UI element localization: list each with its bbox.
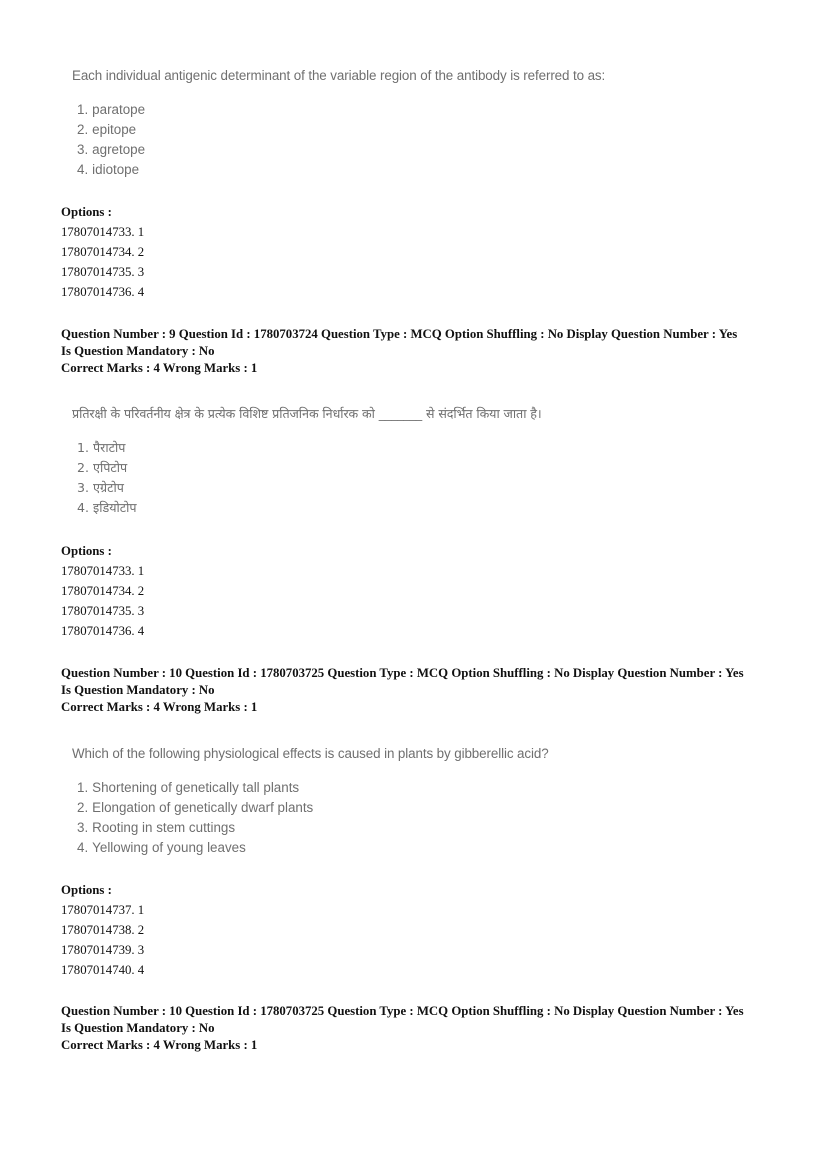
choice-item: 4. idiotope	[77, 162, 140, 177]
options-section	[61, 880, 144, 980]
question-mandatory: Is Question Mandatory : No	[61, 683, 215, 697]
choice-item: 4. इडियोटोप	[77, 500, 137, 515]
question-choices	[77, 778, 313, 858]
options-section	[61, 541, 144, 641]
question-marks: Correct Marks : 4 Wrong Marks : 1	[61, 700, 258, 714]
question-mandatory: Is Question Mandatory : No	[61, 344, 215, 358]
option-item: 17807014736. 4	[61, 624, 145, 638]
option-item: 17807014733. 1	[61, 564, 145, 578]
question-choices	[77, 100, 145, 180]
options-label: Options :	[61, 883, 112, 897]
question-mandatory: Is Question Mandatory : No	[61, 1021, 215, 1035]
options-label: Options :	[61, 544, 112, 558]
option-item: 17807014737. 1	[61, 903, 145, 917]
question-header	[61, 1003, 744, 1054]
question-choices	[77, 438, 137, 518]
option-item: 17807014734. 2	[61, 245, 145, 259]
question-meta: Question Number : 10 Question Id : 1780703725 Question Type : MCQ Option Shuffling : No Display Question Number : Yes	[61, 666, 744, 680]
options-section	[61, 202, 144, 302]
option-item: 17807014733. 1	[61, 225, 145, 239]
question-header	[61, 326, 737, 377]
question-text: प्रतिरक्षी के परिवर्तनीय क्षेत्र के प्रत्येक विशिष्ट प्रतिजनिक निर्धारक को _______ से संदर्भित किया जाता है।	[72, 406, 542, 421]
question-meta: Question Number : 10 Question Id : 1780703725 Question Type : MCQ Option Shuffling : No Display Question Number : Yes	[61, 1004, 744, 1018]
choice-item: 1. Shortening of genetically tall plants	[77, 780, 300, 795]
question-header	[61, 665, 744, 716]
question-marks: Correct Marks : 4 Wrong Marks : 1	[61, 1038, 258, 1052]
option-item: 17807014735. 3	[61, 265, 145, 279]
question-marks: Correct Marks : 4 Wrong Marks : 1	[61, 361, 258, 375]
option-item: 17807014736. 4	[61, 285, 145, 299]
question-text: Which of the following physiological effects is caused in plants by gibberellic acid?	[72, 746, 549, 761]
choice-item: 4. Yellowing of young leaves	[77, 840, 246, 855]
choice-item: 3. agretope	[77, 142, 146, 157]
choice-item: 1. पैराटोप	[77, 440, 126, 455]
option-item: 17807014738. 2	[61, 923, 145, 937]
question-meta: Question Number : 9 Question Id : 1780703724 Question Type : MCQ Option Shuffling : No Display Question Number : Yes	[61, 327, 738, 341]
choice-item: 1. paratope	[77, 102, 146, 117]
choice-item: 3. एग्रेटोप	[77, 480, 124, 495]
option-item: 17807014735. 3	[61, 604, 145, 618]
option-item: 17807014734. 2	[61, 584, 145, 598]
choice-item: 3. Rooting in stem cuttings	[77, 820, 236, 835]
option-item: 17807014739. 3	[61, 943, 145, 957]
option-item: 17807014740. 4	[61, 963, 145, 977]
options-label: Options :	[61, 205, 112, 219]
choice-item: 2. Elongation of genetically dwarf plants	[77, 800, 314, 815]
question-text: Each individual antigenic determinant of the variable region of the antibody is referred to as:	[72, 68, 606, 83]
choice-item: 2. epitope	[77, 122, 137, 137]
choice-item: 2. एपिटोप	[77, 460, 128, 475]
